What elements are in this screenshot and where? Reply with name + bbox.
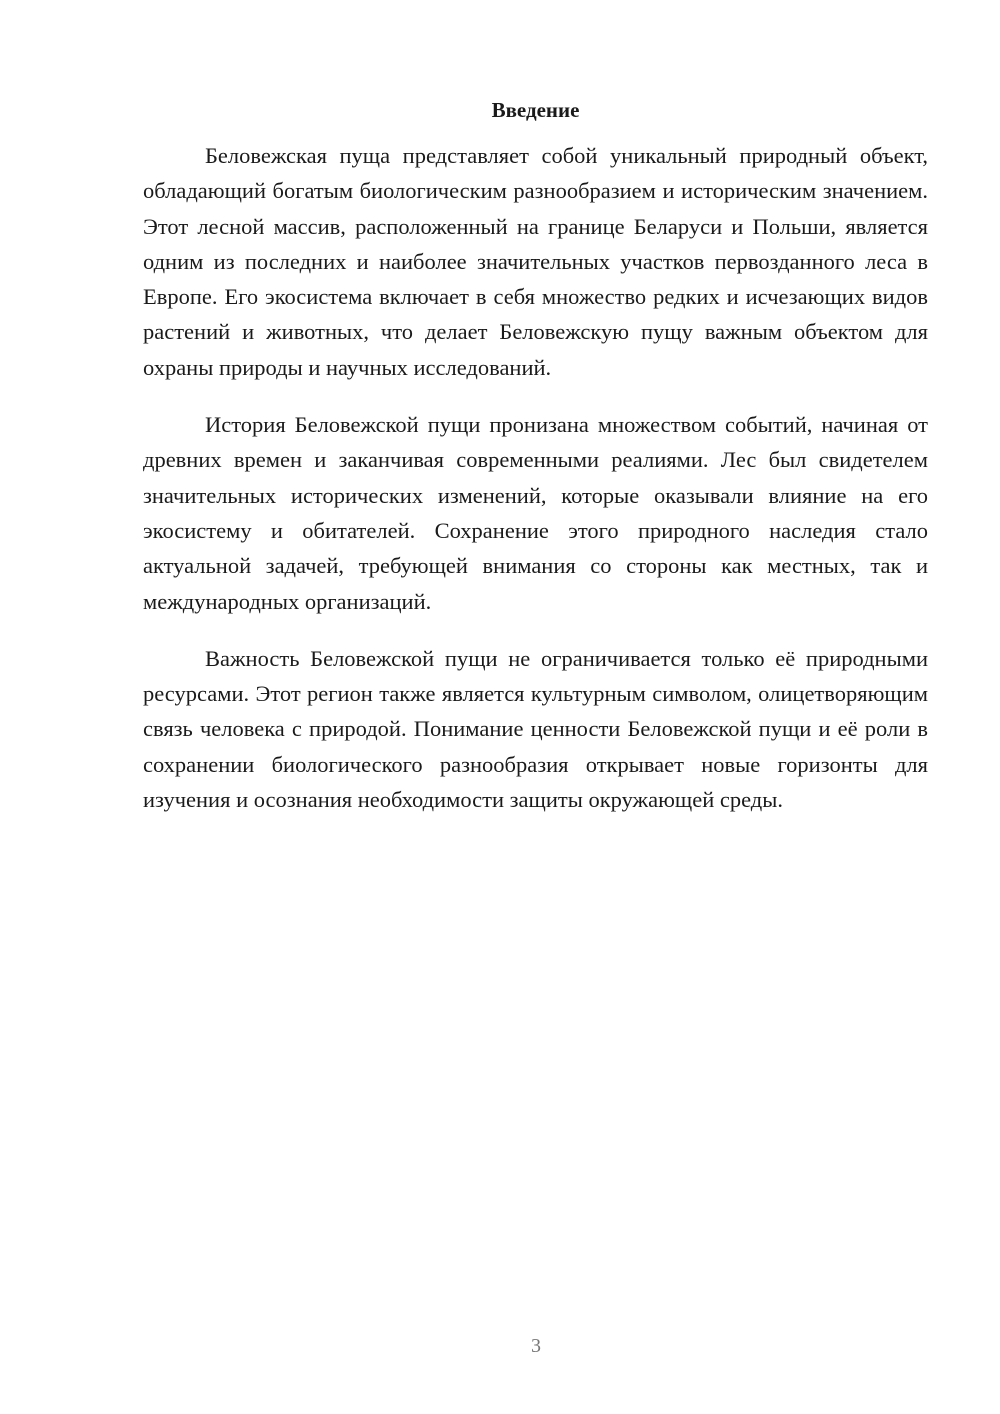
paragraph-1: Беловежская пуща представляет собой уникальный природный объект, обладающий богатым биологическим разнообразием и историческим значением. Этот лесной массив, расположенный на границе Беларуси и Польши, является одним из последних и наиболее значительных участков первозданного леса в Европе. Его экосистема включает в себя множество редких и исчезающих видов растений и животных, что делает Беловежскую пущу важным объектом для охраны природы и научных исследований. xyxy=(143,143,928,380)
paragraph-2: История Беловежской пущи пронизана множеством событий, начиная от древних времен и заканчивая современными реалиями. Лес был свидетелем значительных исторических изменений, которые оказывали влияние на его экосистему и обитателей. Сохранение этого природного наследия стало актуальной задачей, требующей внимания со стороны как местных, так и международных организаций. xyxy=(143,412,928,614)
page-number: 3 xyxy=(531,1335,541,1357)
section-heading: Введение xyxy=(491,98,580,122)
paragraph-3: Важность Беловежской пущи не ограничивается только её природными ресурсами. Этот регион также является культурным символом, олицетворяющим связь человека с природой. Понимание ценности Беловежской пущи и её роли в сохранении биологического разнообразия открывает новые горизонты для изучения и осознания необходимости защиты окружающей среды. xyxy=(143,645,928,813)
page-content xyxy=(143,96,928,839)
